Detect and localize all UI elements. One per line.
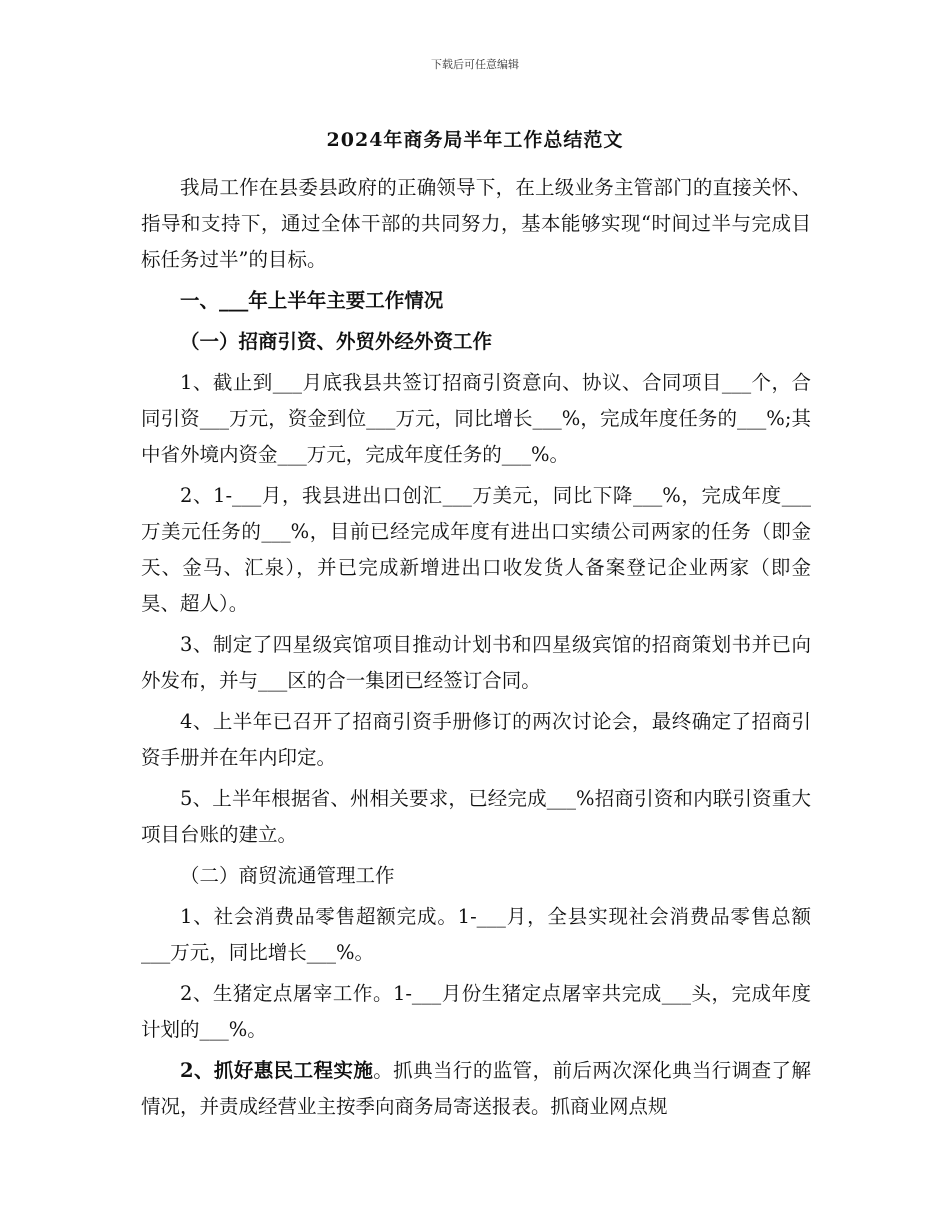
document-title: 2024年商务局半年工作总结范文: [326, 129, 624, 151]
paragraph-item-1-4: 4、上半年已召开了招商引资手册修订的两次讨论会，最终确定了招商引资手册并在年内印定。: [141, 710, 811, 769]
header-note: 下载后可任意编辑: [431, 58, 519, 71]
paragraph-item-2-3-text: 。抓典当行的监管，前后两次深化典当行调查了解情况，并责成经营业主按季向商务局寄送报表。抓商业网点规: [141, 1059, 811, 1118]
paragraph-item-2-2: 2、生猪定点屠宰工作。1-___月份生猪定点屠宰共完成___头，完成年度计划的___%。: [141, 982, 811, 1041]
paragraph-item-1-2: 2、1-___月，我县进出口创汇___万美元，同比下降___%，完成年度___万美元任务的___%，目前已经完成年度有进出口实绩公司两家的任务（即金天、金马、汇泉），并已完成新增进出口收发货人备案登记企业两家（即金昊、超人）。: [141, 484, 811, 615]
document-body: [141, 170, 811, 1125]
paragraph-item-2-1: 1、社会消费品零售超额完成。1-___月，全县实现社会消费品零售总额___万元，同比增长___%。: [141, 905, 811, 964]
section-heading-1: 一、___年上半年主要工作情况: [180, 289, 444, 312]
paragraph-item-2-3: [141, 1053, 811, 1125]
subsection-heading-1: （一）招商引资、外贸外经外资工作: [180, 330, 493, 353]
subsection-heading-2: （二）商贸流通管理工作: [180, 864, 395, 887]
paragraph-item-2-3-lead: 2、抓好惠民工程实施: [180, 1059, 374, 1082]
paragraph-item-1-1: 1、截止到___月底我县共签订招商引资意向、协议、合同项目___个，合同引资___万元，资金到位___万元，同比增长___%，完成年度任务的___%;其中省外境内资金___万元，完成年度任务的___%。: [141, 371, 811, 466]
paragraph-item-1-5: 5、上半年根据省、州相关要求，已经完成___%招商引资和内联引资重大项目台账的建立。: [141, 787, 811, 846]
paragraph-item-1-3: 3、制定了四星级宾馆项目推动计划书和四星级宾馆的招商策划书并已向外发布，并与___区的合一集团已经签订合同。: [141, 633, 811, 692]
paragraph-intro: 我局工作在县委县政府的正确领导下，在上级业务主管部门的直接关怀、指导和支持下，通过全体干部的共同努力，基本能够实现“时间过半与完成目标任务过半”的目标。: [141, 176, 811, 271]
